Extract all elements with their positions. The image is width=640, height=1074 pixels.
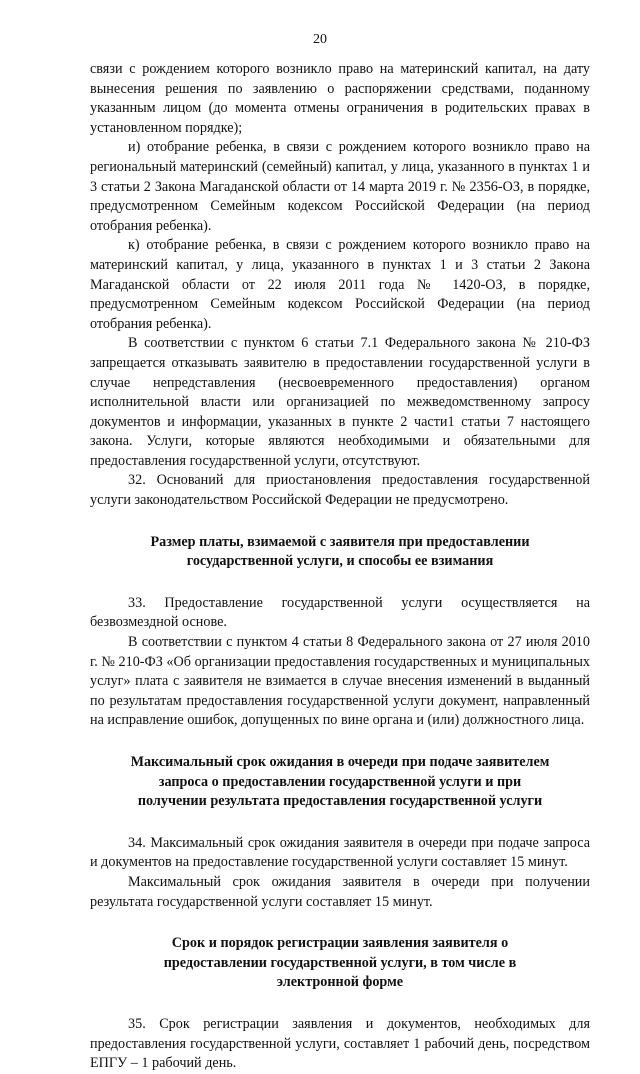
paragraph-item-k: к) отобрание ребенка, в связи с рождением которого возникло право на материнский капитал, у лица, указанного в пунктах 1 и 3 статьи 2 Закона Магаданской области от 22 июля 2011 года № 1420-ОЗ, в порядке, предусмотренном Семейным кодексом Российской Федерации (на период отобрания ребенка). [90, 237, 590, 332]
document-body [90, 60, 590, 1074]
section-heading-registration: Срок и порядок регистрации заявления заявителя о предоставлении государственной услуги, в том числе в электронной форме [163, 935, 517, 991]
paragraph-item-i: и) отобрание ребенка, в связи с рождением которого возникло право на региональный материнский (семейный) капитал, у лица, указанного в пунктах 1 и 3 статьи 2 Закона Магаданской области от 14 марта 2019 г. № 2356-ОЗ, в порядке, предусмотренном Семейным кодексом Российской Федерации (на период отобрания ребенка). [90, 139, 590, 234]
paragraph-fee-exemption: В соответствии с пунктом 4 статьи 8 Федерального закона от 27 июля 2010 г. № 210-ФЗ «Об организации предоставления государственных и муниципальных услуг» плата с заявителя не взимается в случае внесения изменений в выданный по результатам предоставления государственной услуги документ, направленный на исправление ошибок, допущенных по вине органа и (или) должностного лица. [90, 634, 590, 729]
paragraph-33: 33. Предоставление государственной услуги осуществляется на безвозмездной основе. [90, 594, 590, 631]
paragraph-34: 34. Максимальный срок ожидания заявителя в очереди при подаче запроса и документов на предоставление государственной услуги составляет 15 минут. [90, 834, 590, 871]
paragraph-35: 35. Срок регистрации заявления и документов, необходимых для предоставления государственной услуги, составляет 1 рабочий день, посредством ЕПГУ – 1 рабочий день. [90, 1015, 590, 1072]
section-heading-queue-time: Максимальный срок ожидания в очереди при подаче заявителем запроса о предоставлении государственной услуги и при получении результата предоставления государственной услуги [130, 754, 550, 810]
paragraph-continuation: связи с рождением которого возникло право на материнский капитал, на дату вынесения решения по заявлению о распоряжении средствами, поданному указанным лицом (до момента отмены ограничения в родительских правах в установленном порядке); [90, 61, 590, 136]
paragraph-32: 32. Оснований для приостановления предоставления государственной услуги законодательством Российской Федерации не предусмотрено. [90, 472, 590, 509]
section-heading-fee: Размер платы, взимаемой с заявителя при предоставлении государственной услуги, и способы ее взимания [150, 533, 530, 570]
paragraph-refusal-prohibition: В соответствии с пунктом 6 статьи 7.1 Федерального закона № 210-ФЗ запрещается отказывать заявителю в предоставлении государственной услуги в случае непредставления (несвоевременного предоставления) органом исполнительной власти или организацией по межведомственному запросу документов и информации, указанных в пункте 2 части1 статьи 7 настоящего закона. Услуги, которые являются необходимыми и обязательными для предоставления государственной услуги, отсутствуют. [90, 335, 590, 469]
paragraph-queue-result: Максимальный срок ожидания заявителя в очереди при получении результата государственной услуги составляет 15 минут. [90, 873, 590, 910]
page-number: 20 [313, 32, 327, 47]
